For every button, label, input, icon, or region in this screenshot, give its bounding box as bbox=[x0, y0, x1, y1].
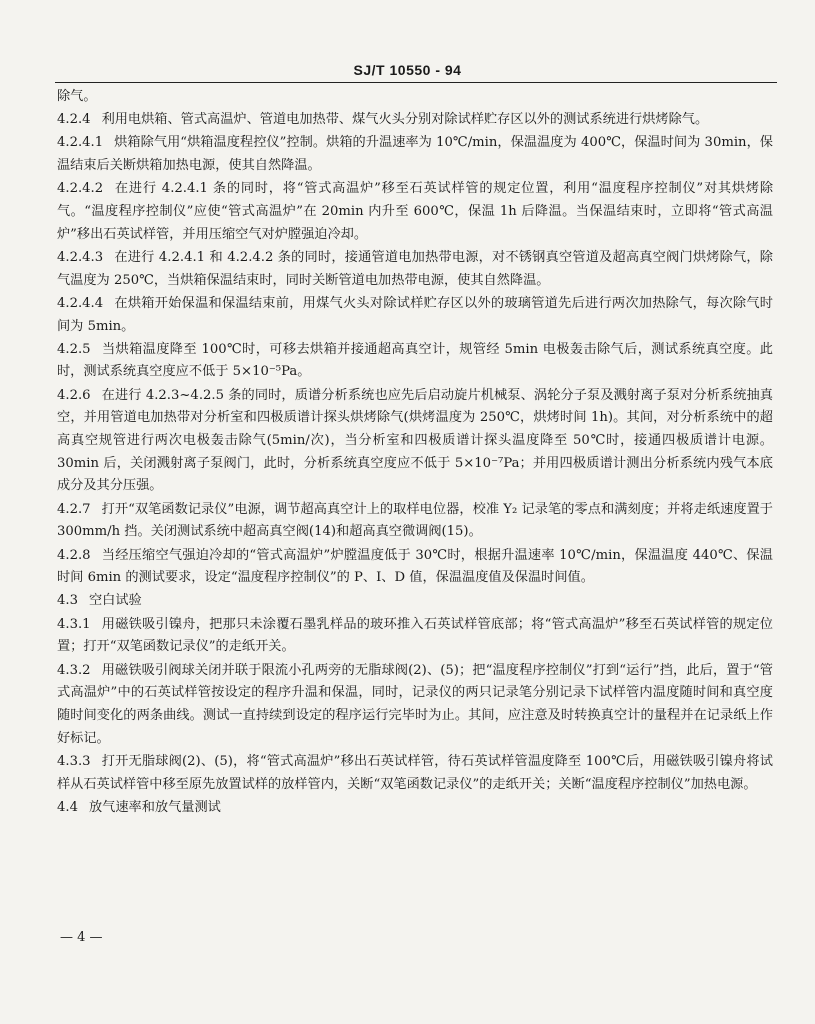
paragraph-0 bbox=[57, 86, 773, 109]
section-number: 4.3.2 bbox=[57, 662, 91, 678]
paragraph-text: 用磁铁吸引阀球关闭并联于限流小孔两旁的无脂球阀(2)、(5)；把“温度程序控制仪”打到“运行”挡，此后，置于“管式高温炉”中的石英试样管按设定的程序升温和保温，同时，记录仪的两只记录笔分别记录下试样管内温度随时间和真空度随时间变化的两条曲线。测试一直持续到设定的程序运行完毕时为止。其间，应注意及时转换真空计的量程并在记录纸上作好标记。 bbox=[57, 662, 773, 746]
section-number: 4.3 bbox=[57, 593, 78, 609]
paragraph-text: 当经压缩空气强迫冷却的“管式高温炉”炉膛温度低于 30℃时，根据升温速率 10℃/min，保温温度 440℃、保温时间 6min 的测试要求，设定“温度程序控制仪”的 P、I、D 值，保温温度值及保温时间值。 bbox=[57, 547, 773, 586]
section-number: 4.2.5 bbox=[57, 341, 91, 357]
paragraph-text: 在烘箱开始保温和保温结束前，用煤气火头对除试样贮存区以外的玻璃管道先后进行两次加热除气，每次除气时间为 5min。 bbox=[57, 295, 773, 334]
section-number: 4.2.4.2 bbox=[57, 181, 104, 197]
section-number: 4.2.4 bbox=[57, 112, 91, 128]
paragraph-8 bbox=[57, 499, 773, 544]
paragraph-1 bbox=[57, 109, 773, 132]
section-heading-4-4 bbox=[57, 797, 773, 820]
header-rule bbox=[55, 82, 777, 83]
section-heading-text: 空白试验 bbox=[88, 593, 142, 609]
section-number: 4.4 bbox=[57, 799, 78, 815]
section-number: 4.2.4.3 bbox=[57, 249, 104, 265]
section-number: 4.2.7 bbox=[57, 501, 91, 517]
paragraph-text: 在进行 4.2.4.1 条的同时，将“管式高温炉”移至石英试样管的规定位置，利用“温度程序控制仪”对其烘烤除气。“温度程序控制仪”应使“管式高温炉”在 20min 内升至 600℃，保温 1h 后降温。当保温结束时，立即将“管式高温炉”移出石英试样管，并用压缩空气对炉膛强迫冷却。 bbox=[57, 181, 773, 242]
paragraph-5 bbox=[57, 293, 773, 338]
paragraph-2 bbox=[57, 132, 773, 177]
paragraph-12 bbox=[57, 660, 773, 751]
paragraph-3 bbox=[57, 178, 773, 246]
paragraph-4 bbox=[57, 247, 773, 292]
paragraph-text: 烘箱除气用“烘箱温度程控仪”控制。烘箱的升温速率为 10℃/min，保温温度为 400℃，保温时间为 30min，保温结束后关断烘箱加热电源，使其自然降温。 bbox=[57, 135, 773, 174]
paragraph-text: 当烘箱温度降至 100℃时，可移去烘箱并接通超高真空计，规管经 5min 电极轰击除气后，测试系统真空度。此时，测试系统真空度应不低于 5×10⁻⁵Pa。 bbox=[57, 341, 773, 380]
paragraph-text: 除气。 bbox=[57, 89, 97, 104]
page-number: — 4 — bbox=[60, 930, 103, 945]
paragraph-6 bbox=[57, 339, 773, 384]
paragraph-text: 打开无脂球阀(2)、(5)，将“管式高温炉”移出石英试样管，待石英试样管温度降至 100℃后，用磁铁吸引镍舟将试样从石英试样管中移至原先放置试样的放样管内，关断“双笔函数记录仪”的走纸开关；关断“温度程序控制仪”加热电源。 bbox=[57, 753, 773, 792]
section-heading-4-3 bbox=[57, 590, 773, 613]
section-number: 4.2.6 bbox=[57, 387, 91, 403]
paragraph-text: 在进行 4.2.3~4.2.5 条的同时，质谱分析系统也应先后启动旋片机械泵、涡轮分子泵及溅射离子泵对分析系统抽真空，并用管道电加热带对分析室和四极质谱计探头烘烤除气(烘烤温度为 250℃，烘烤时间 1h)。其间，对分析系统中的超高真空规管进行两次电极轰击除气(5min/次)，当分析室和四极质谱计探头温度降至 50℃时，接通四极质谱计电源。30min 后，关闭溅射离子泵阀门，此时，分析系统真空度应不低于 5×10⁻⁷Pa；并用四极质谱计测出分析系统内残气本底成分及其分压强。 bbox=[57, 387, 773, 494]
document-code-header: SJ/T 10550 - 94 bbox=[353, 62, 462, 78]
paragraph-text: 在进行 4.2.4.1 和 4.2.4.2 条的同时，接通管道电加热带电源，对不锈钢真空管道及超高真空阀门烘烤除气，除气温度为 250℃，当烘箱保温结束时，同时关断管道电加热带电源，使其自然降温。 bbox=[57, 249, 773, 288]
paragraph-text: 打开“双笔函数记录仪”电源，调节超高真空计上的取样电位器，校准 Y₂ 记录笔的零点和满刻度；并将走纸速度置于 300mm/h 挡。关闭测试系统中超高真空阀(14)和超高真空微调阀(15)。 bbox=[57, 501, 773, 540]
paragraph-13 bbox=[57, 751, 773, 796]
paragraph-text: 用磁铁吸引镍舟，把那只未涂覆石墨乳样品的玻环推入石英试样管底部；将“管式高温炉”移至石英试样管的规定位置；打开“双笔函数记录仪”的走纸开关。 bbox=[57, 616, 773, 655]
section-heading-text: 放气速率和放气量测试 bbox=[88, 799, 221, 815]
section-number: 4.3.1 bbox=[57, 616, 91, 632]
section-number: 4.2.4.4 bbox=[57, 295, 104, 311]
section-number: 4.3.3 bbox=[57, 753, 91, 769]
paragraph-7 bbox=[57, 385, 773, 499]
paragraph-11 bbox=[57, 614, 773, 659]
paragraph-text: 利用电烘箱、管式高温炉、管道电加热带、煤气火头分别对除试样贮存区以外的测试系统进行烘烤除气。 bbox=[101, 112, 709, 128]
section-number: 4.2.4.1 bbox=[57, 135, 104, 151]
paragraph-9 bbox=[57, 545, 773, 590]
document-body bbox=[57, 86, 773, 820]
section-number: 4.2.8 bbox=[57, 547, 91, 563]
